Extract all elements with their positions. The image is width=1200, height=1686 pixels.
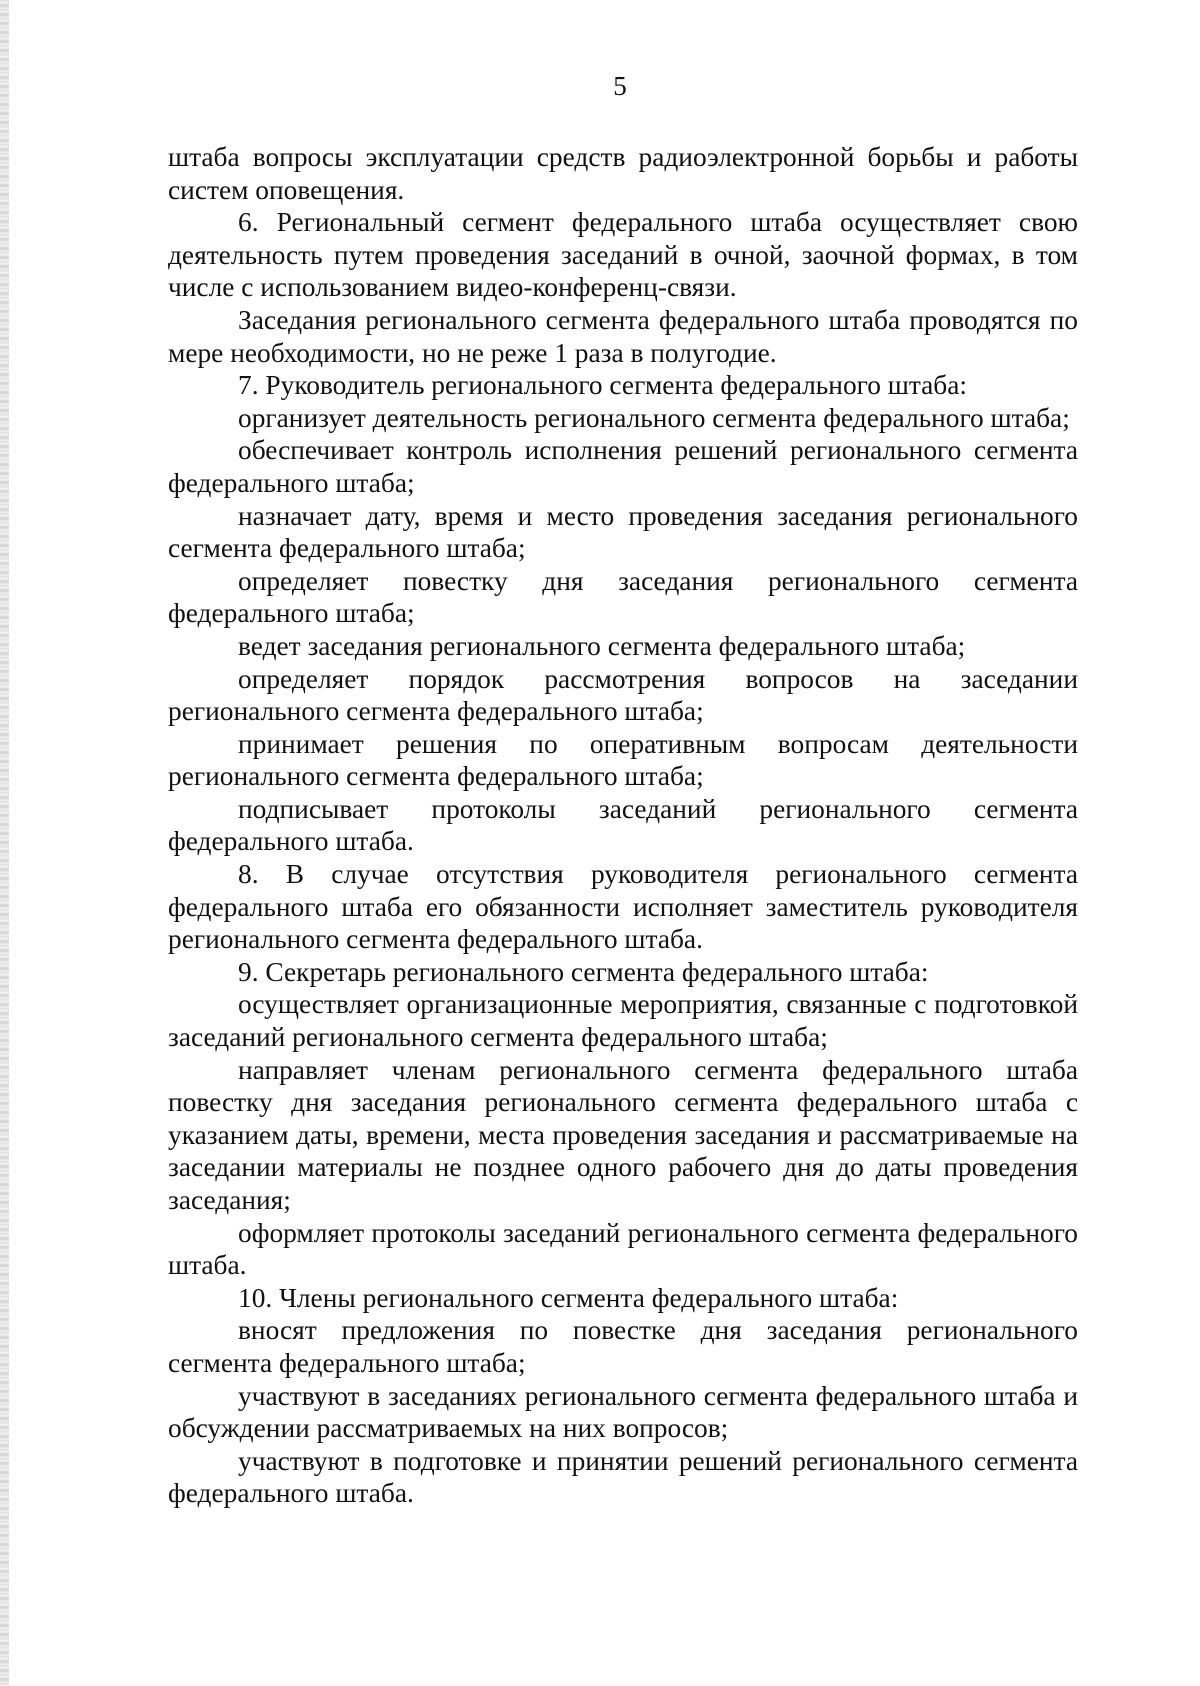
- document-body: [168, 141, 1078, 1510]
- paragraph-meeting-frequency: Заседания регионального сегмента федерального штаба проводятся по мере необходимости, но не реже 1 раза в полугодие.: [168, 304, 1078, 368]
- list-item-schedules: назначает дату, время и место проведения заседания регионального сегмента федерального штаба;: [168, 500, 1078, 564]
- paragraph-item-6: 6. Региональный сегмент федерального штаба осуществляет свою деятельность путем проведения заседаний в очной, заочной формах, в том числе с использованием видео-конференц-связи.: [168, 207, 1078, 303]
- list-item-organizes: организует деятельность регионального сегмента федерального штаба;: [238, 402, 1070, 433]
- scan-edge: [0, 0, 9, 1686]
- page-number: 5: [613, 71, 627, 101]
- list-item-decisions: принимает решения по оперативным вопросам деятельности регионального сегмента федерального штаба;: [168, 728, 1078, 792]
- paragraph-item-7-heading: 7. Руководитель регионального сегмента федерального штаба:: [238, 370, 967, 401]
- list-item-conducts: ведет заседания регионального сегмента федерального штаба;: [238, 630, 966, 661]
- paragraph-continuation: штаба вопросы эксплуатации средств радиоэлектронной борьбы и работы систем оповещения.: [168, 142, 1078, 205]
- list-item-order: определяет порядок рассмотрения вопросов на заседании регионального сегмента федерального штаба;: [168, 663, 1078, 727]
- list-item-signs: подписывает протоколы заседаний регионального сегмента федерального штаба.: [168, 793, 1078, 857]
- list-item-secretary-sends: направляет членам регионального сегмента федерального штаба повестку дня заседания регионального сегмента федерального штаба с указанием даты, времени, места проведения заседания и рассматриваемые на заседании материалы не позднее одного рабочего дня до даты проведения заседания;: [168, 1054, 1078, 1215]
- paragraph-item-8: 8. В случае отсутствия руководителя регионального сегмента федерального штаба его обязанности исполняет заместитель руководителя регионального сегмента федерального штаба.: [168, 859, 1078, 955]
- list-item-controls: обеспечивает контроль исполнения решений регионального сегмента федерального штаба;: [168, 435, 1078, 498]
- list-item-secretary-drafts: оформляет протоколы заседаний регионального сегмента федерального штаба.: [168, 1217, 1078, 1281]
- list-item-members-propose: вносят предложения по повестке дня заседания регионального сегмента федерального штаба;: [168, 1315, 1078, 1378]
- paragraph-item-9-heading: 9. Секретарь регионального сегмента федерального штаба:: [238, 956, 929, 987]
- list-item-agenda: определяет повестку дня заседания регионального сегмента федерального штаба;: [168, 565, 1078, 629]
- paragraph-item-10-heading: 10. Члены регионального сегмента федерального штаба:: [238, 1282, 899, 1313]
- list-item-members-decide: участвуют в подготовке и принятии решений регионального сегмента федерального штаба.: [168, 1445, 1078, 1509]
- list-item-members-participate: участвуют в заседаниях регионального сегмента федерального штаба и обсуждении рассматриваемых на них вопросов;: [168, 1380, 1078, 1444]
- list-item-secretary-organizes: осуществляет организационные мероприятия, связанные с подготовкой заседаний регионального сегмента федерального штаба;: [168, 989, 1078, 1053]
